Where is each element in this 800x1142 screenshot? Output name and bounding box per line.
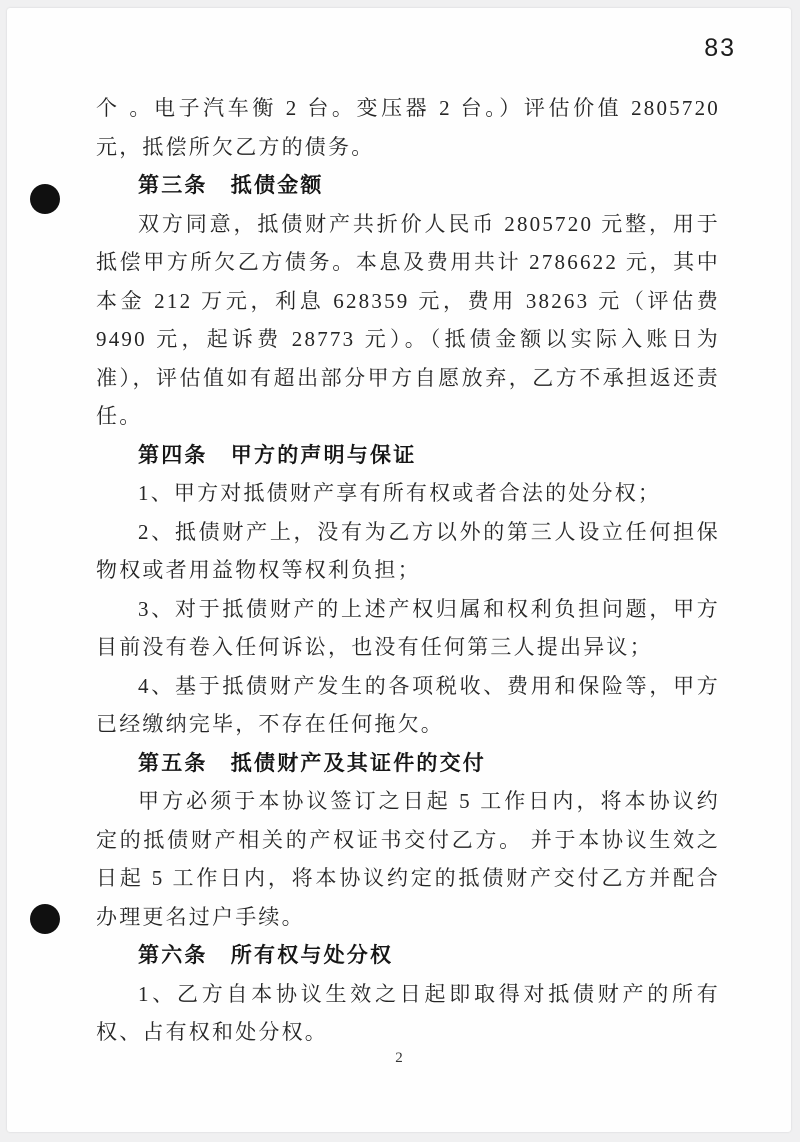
archive-page-number: 83 (704, 34, 736, 62)
clause-item-4-2: 2、抵债财产上，没有为乙方以外的第三人设立任何担保物权或者用益物权等权利负担； (96, 519, 720, 582)
paragraph-continuation-from-previous-page: 个 。电子汽车衡 2 台。变压器 2 台。）评估价值 2805720 元，抵偿所欠乙方的债务。 (96, 96, 720, 159)
clause-item-6-1: 1、乙方自本协议生效之日起即取得对抵债财产的所有权、占有权和处分权。 (96, 981, 720, 1044)
clause-item-4-4: 4、基于抵债财产发生的各项税收、费用和保险等，甲方已经缴纳完毕，不存在任何拖欠。 (96, 673, 720, 736)
footer-page-number: 2 (395, 1050, 403, 1066)
contract-text-body (96, 89, 720, 1052)
clause-item-4-1: 1、甲方对抵债财产享有所有权或者合法的处分权； (138, 481, 662, 505)
punch-hole-icon (30, 904, 60, 934)
paragraph-article-3-body: 双方同意，抵债财产共折价人民币 2805720 元整，用于抵偿甲方所欠乙方债务。本息及费用共计 2786622 元，其中本金 212 万元，利息 628359 元，费用 38263 元（评估费 9490 元，起诉费 28773 元）。（抵债金额以实际入账日为准），评估值如有超出部分甲方自愿放弃，乙方不承担返还责任。 (96, 211, 720, 428)
heading-article-3: 第三条 抵债金额 (138, 173, 324, 197)
heading-article-4: 第四条 甲方的声明与保证 (138, 442, 417, 467)
paragraph-article-5-body: 甲方必须于本协议签订之日起 5 工作日内，将本协议约定的抵债财产相关的产权证书交付乙方。 并于本协议生效之日起 5 工作日内，将本协议约定的抵债财产交付乙方并配合办理更名过户手续。 (96, 789, 720, 929)
heading-article-6: 第六条 所有权与处分权 (138, 943, 394, 967)
punch-hole-icon (30, 184, 60, 214)
clause-item-4-3: 3、对于抵债财产的上述产权归属和权利负担问题，甲方目前没有卷入任何诉讼，也没有任何第三人提出异议； (96, 596, 720, 659)
heading-article-5: 第五条 抵债财产及其证件的交付 (138, 750, 486, 775)
document-page (7, 8, 791, 1132)
